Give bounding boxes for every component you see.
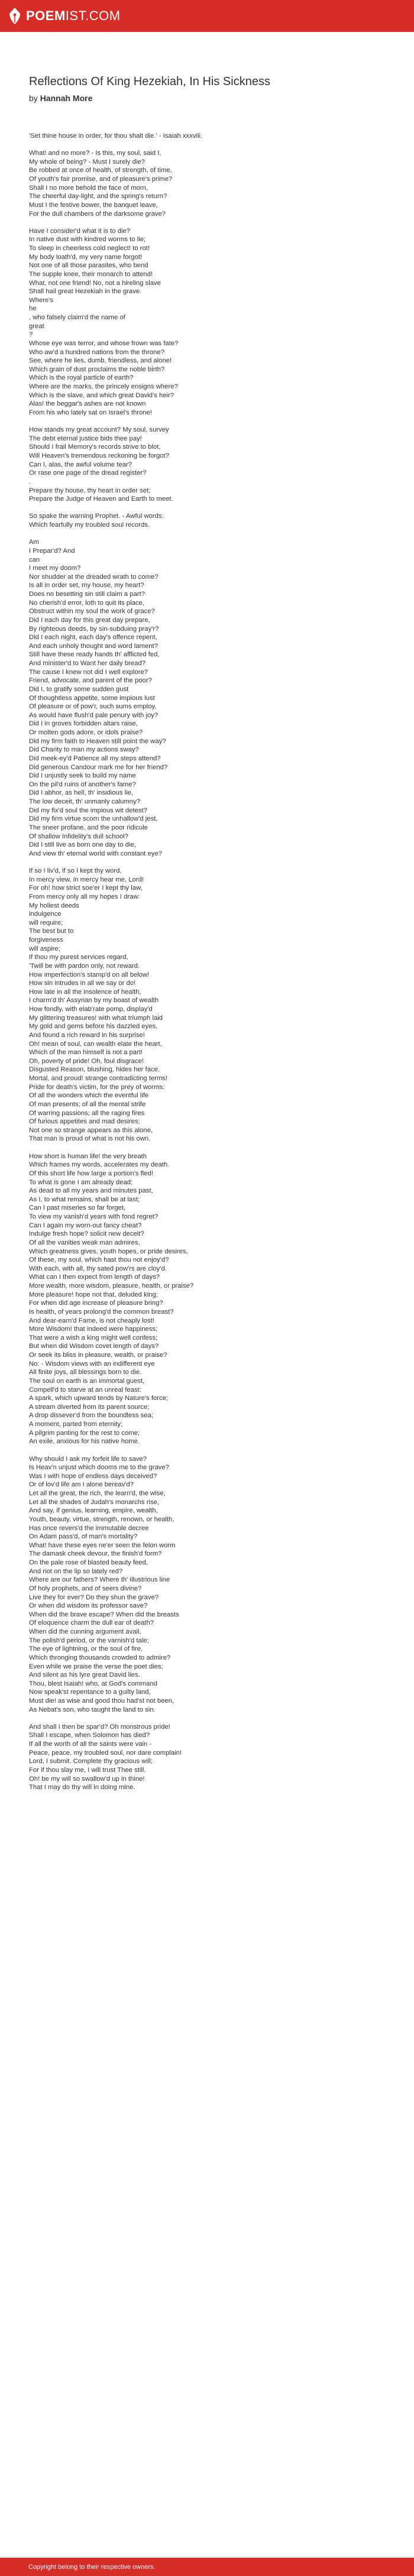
site-logo-text bbox=[26, 9, 121, 22]
poem-line: Did I each day for this great day prepare, bbox=[29, 616, 150, 624]
poem-line: With each, with all, thy sated pow'rs are cloy'd. bbox=[29, 1265, 167, 1272]
poem-line: More Wisdom! that indeed were happiness; bbox=[29, 1326, 158, 1333]
poem-line: I charm'd th' Assyrian by my boast of wealth bbox=[29, 997, 159, 1005]
poem-line: Be robbed at once of health, of strength, of time, bbox=[29, 167, 172, 174]
poem-line: Of all the wonders which the eventful life bbox=[29, 1092, 149, 1100]
poem-line: Has once revers'd the immutable decree bbox=[29, 1524, 149, 1532]
poem-line: Shall hail great Hezekiah in the grave. bbox=[29, 288, 142, 296]
poem-line: forgiveness bbox=[29, 937, 63, 944]
poem-line: Did I, to gratify some sudden gust bbox=[29, 685, 129, 693]
poem-line: Or rase one page of the dread register? bbox=[29, 469, 147, 477]
poem-line: A spark, which upward tends by Nature's force; bbox=[29, 1395, 169, 1402]
poem-line: Even while we praise the verse the poet dies; bbox=[29, 1663, 163, 1670]
poem-line: And riot on the lip so lately red? bbox=[29, 1567, 123, 1575]
poem-line: I Prepar'd? And bbox=[29, 547, 75, 555]
poem-line: On the pale rose of blasted beauty feed, bbox=[29, 1559, 148, 1566]
poem-line: So spake the warning Prophet. - Awful words: bbox=[29, 513, 164, 520]
poem-line: A pilgrim panting for the rest to come; bbox=[29, 1429, 140, 1437]
poem-line: Oh! mean of soul, can wealth elate the heart, bbox=[29, 1040, 162, 1048]
poem-line: Is health, of years prolong'd the common breast? bbox=[29, 1308, 174, 1315]
poem-line: When did the cunning argument avail, bbox=[29, 1628, 141, 1635]
poem-line: Obstruct within my soul the work of grace? bbox=[29, 608, 155, 615]
poem-line: The eye of lightning, or the soul of fire, bbox=[29, 1645, 143, 1653]
poem-line: The damask cheek devour, the finish'd form? bbox=[29, 1550, 162, 1558]
poem-line: Which grain of dust proclaims the noble birth? bbox=[29, 365, 165, 373]
poem-line: To view my vanish'd years with fond regret? bbox=[29, 1213, 159, 1221]
poem-line: Did Charity to man my actions sway? bbox=[29, 746, 139, 754]
stanza-break bbox=[29, 218, 390, 227]
poem-byline bbox=[29, 93, 390, 103]
poem-line: How imperfection's stamp'd on all below! bbox=[29, 971, 150, 978]
poem-line: Alas! the beggar's ashes are not known bbox=[29, 400, 146, 408]
poem-body bbox=[29, 132, 390, 1792]
poem-line: Not one so strange appears as this alone, bbox=[29, 1126, 153, 1134]
poem-line: The low deceit, th' unmanly calumny? bbox=[29, 798, 141, 806]
poem-line: Which of the man himself is not a part! bbox=[29, 1049, 143, 1057]
poem-line: A stream diverted from its parent source; bbox=[29, 1403, 150, 1411]
poem-line: Did my firm virtue scorn the unhallow'd jest, bbox=[29, 815, 158, 823]
poem-line: Will Heaven's tremendous reckoning be forgot? bbox=[29, 452, 170, 460]
poem-line: Why should I ask my forfeit life to save? bbox=[29, 1455, 147, 1463]
poem-line: Now speak'st repentance to a guilty land, bbox=[29, 1689, 151, 1696]
poem-line: Did I each night, each day's offence repent, bbox=[29, 634, 157, 641]
poem-line: By righteous deeds, by sin-subduing pray'r? bbox=[29, 625, 159, 633]
poem-line: Let all the shades of Judah's monarchs rise, bbox=[29, 1498, 160, 1506]
poem-line: Lord, I submit. Complete thy gracious will; bbox=[29, 1758, 153, 1765]
poem-line: Disgusted Reason, blushing, hides her face. bbox=[29, 1066, 160, 1074]
poem-line: Does no besetting sin still claim a part? bbox=[29, 591, 145, 598]
poem-line: Of youth's fair promise, and of pleasure's prime? bbox=[29, 176, 173, 183]
poem-line: That man is proud of what is not his own. bbox=[29, 1135, 151, 1143]
logo-light-text: IST.COM bbox=[65, 8, 121, 23]
poem-line: Or when did wisdom its professor save? bbox=[29, 1602, 148, 1610]
poem-line: But when did Wisdom covet length of days? bbox=[29, 1343, 159, 1350]
poem-line: What can I then expect from length of days? bbox=[29, 1274, 160, 1281]
poem-line: How fondly, with elab'rate pomp, display'd bbox=[29, 1006, 153, 1013]
poem-line: Compell'd to starve at an unreal feast: bbox=[29, 1386, 141, 1394]
poem-line: Mortal, and proud! strange contradicting terms! bbox=[29, 1075, 168, 1083]
poem-line: he bbox=[29, 305, 37, 313]
poem-line: Which frames my words, accelerates my death. bbox=[29, 1161, 170, 1169]
poem-line: And say, if genius, learning, empire, wealth, bbox=[29, 1507, 158, 1515]
poem-line: And silent as his lyre great David lies. bbox=[29, 1671, 140, 1679]
poem-line: Did I unjustly seek to build my name bbox=[29, 772, 136, 780]
by-label: by bbox=[29, 93, 38, 103]
poem-line: I meet my doom? bbox=[29, 565, 81, 572]
poem-container bbox=[29, 74, 390, 1792]
poem-line: Must I the festive bower, the banquet leave, bbox=[29, 201, 158, 209]
poem-line: On the pil'd ruins of another's fame? bbox=[29, 780, 136, 788]
poem-line: Of these, my soul, which hast thou not enjoy'd? bbox=[29, 1256, 169, 1264]
poem-line: As would have flush'd pale penury with joy? bbox=[29, 711, 159, 719]
stanza-break bbox=[29, 417, 390, 426]
poem-line: Pride for death's victim, for the prey of worms: bbox=[29, 1083, 165, 1091]
poem-line: What, not one friend! No, not a hireling slave bbox=[29, 279, 161, 287]
poem-line: No: - Wisdom views with an indifferent eye bbox=[29, 1360, 155, 1368]
poem-line: That I may do thy will in doing mine. bbox=[29, 1784, 135, 1791]
poem-line: My holiest deeds bbox=[29, 902, 79, 909]
poem-line: In mercy view, in mercy hear me, Lord! bbox=[29, 876, 144, 883]
poem-line: Where are our fathers? Where th' illustrious line bbox=[29, 1576, 170, 1584]
poem-line: For the dull chambers of the darksome grave? bbox=[29, 210, 166, 218]
poem-line: My body loath'd, my very name forgot! bbox=[29, 253, 143, 261]
poem-line: To what is gone I am already dead; bbox=[29, 1178, 133, 1186]
stanza-break bbox=[29, 530, 390, 539]
poem-line: From mercy only all my hopes I draw: bbox=[29, 893, 140, 900]
poem-line: More pleasure! hope not that, deluded king; bbox=[29, 1291, 158, 1298]
poem-line: My whole of being? - Must I surely die? bbox=[29, 158, 145, 166]
poem-line: Friend, advocate, and parent of the poor? bbox=[29, 677, 152, 685]
poem-line: When did the brave escape? When did the breasts bbox=[29, 1611, 179, 1618]
poem-line: Have I consider'd what it is to die? bbox=[29, 227, 131, 235]
poem-line: And view th' eternal world with constant eye? bbox=[29, 850, 163, 857]
poem-line: Where's bbox=[29, 296, 54, 304]
poem-line: Did meek-ey'd Patience all my steps attend? bbox=[29, 754, 161, 762]
poem-line: Did my fix'd soul the impious wit detest? bbox=[29, 806, 147, 814]
pen-nib-icon bbox=[8, 7, 21, 25]
poem-line: Of warring passions; all the raging fires bbox=[29, 1109, 145, 1117]
poem-line: A moment, parted from eternity; bbox=[29, 1421, 123, 1428]
poem-line: The debt eternal justice bids thee pay! bbox=[29, 435, 142, 442]
poem-line: Should I frail Memory's records strive to blot, bbox=[29, 443, 161, 451]
top-navigation-bar bbox=[0, 0, 414, 32]
poem-line: More wealth, more wisdom, pleasure, health, or praise? bbox=[29, 1282, 194, 1290]
poem-line: Did I abhor, as hell, th' insidious lie, bbox=[29, 789, 134, 797]
poem-line: . bbox=[29, 478, 31, 485]
poem-line: And found a rich reward in his surprise! bbox=[29, 1031, 145, 1039]
poem-line: ? bbox=[29, 331, 33, 339]
poem-line: What! have these eyes ne'er seen the felon worm bbox=[29, 1541, 176, 1549]
copyright-text: Copyright belong to their respective owners. bbox=[28, 2563, 156, 2571]
poem-line: Nor shudder at the dreaded wrath to come? bbox=[29, 573, 159, 581]
poem-line: Did I still live as born one day to die, bbox=[29, 841, 136, 849]
poem-line: If so I liv'd, if so I kept thy word, bbox=[29, 867, 122, 875]
poem-line: Prepare the Judge of Heaven and Earth to meet. bbox=[29, 495, 173, 503]
poem-line: 'Set thine house in order, for thou shalt die.' - Isaiah xxxviii. bbox=[29, 132, 203, 140]
poem-line: , who falsely claim'd the name of bbox=[29, 314, 125, 322]
poem-line: See, where he lies, dumb, friendless, and alone! bbox=[29, 357, 172, 365]
poem-line: The sneer profane, and the poor ridicule bbox=[29, 824, 148, 831]
poem-line: can bbox=[29, 556, 40, 563]
poem-line: For oh! how strict soe'er I kept thy law, bbox=[29, 884, 143, 892]
poem-line: For if thou slay me, I will trust Thee still. bbox=[29, 1766, 146, 1774]
poem-line: Or molten gods adore, or idols praise? bbox=[29, 729, 143, 737]
site-logo[interactable] bbox=[8, 7, 121, 25]
poem-line: Did my firm faith to Heaven still point the way? bbox=[29, 737, 166, 745]
poem-line: Is Heav'n unjust which dooms me to the grave? bbox=[29, 1464, 170, 1472]
poem-line: Or of lov'd life am I alone bereav'd? bbox=[29, 1481, 134, 1489]
poem-line: Oh! be my will so swallow'd up in thine! bbox=[29, 1775, 145, 1783]
poem-line: And dear-earn'd Fame, is not cheaply lost! bbox=[29, 1317, 154, 1324]
poem-line: An exile, anxious for his native home. bbox=[29, 1438, 140, 1446]
poem-line: Still have these ready hands th' afflicted fed, bbox=[29, 651, 160, 659]
poem-line: All finite joys, all blessings born to die. bbox=[29, 1369, 142, 1376]
poem-line: Oh, poverty of pride! Oh, foul disgrace! bbox=[29, 1057, 144, 1065]
poem-line: The soul on earth is an immortal guest, bbox=[29, 1377, 145, 1385]
poem-line: Of furious appetites and mad desires; bbox=[29, 1118, 140, 1126]
stanza-break bbox=[29, 1143, 390, 1152]
poem-line: Did generous Candour mark me for her friend? bbox=[29, 763, 168, 771]
poem-line: Where are the marks, the princely ensigns where? bbox=[29, 383, 178, 391]
poem-line: And shall I then be spar'd? Oh monstrous pride! bbox=[29, 1723, 170, 1731]
poem-line: No cherish'd error, loth to quit its place, bbox=[29, 599, 144, 607]
poem-line: Of pleasure or of pow'r, such sums employ, bbox=[29, 703, 157, 711]
poem-line: In native dust with kindred worms to lie; bbox=[29, 236, 146, 244]
poem-line: A drop dissever'd from the boundless sea; bbox=[29, 1412, 154, 1420]
poem-line: To sleep in cheerless cold neglect! to rot! bbox=[29, 245, 150, 252]
poem-line: Which is the slave, and which great David's heir? bbox=[29, 391, 174, 399]
poem-line: Of thoughtless appetite, some impious lust bbox=[29, 694, 155, 702]
poem-line: Youth, beauty, virtue, strength, renown, or health, bbox=[29, 1515, 174, 1523]
poem-line: Of eloquence charm the dull ear of death? bbox=[29, 1619, 154, 1627]
poem-line: If thou my purest services regard, bbox=[29, 954, 128, 961]
poem-line: Let all the great, the rich, the learn'd, the wise, bbox=[29, 1490, 166, 1497]
footer-bar bbox=[0, 2558, 414, 2576]
author-link[interactable]: Hannah More bbox=[40, 93, 93, 103]
poem-line: Shall I no more behold the face of morn, bbox=[29, 184, 148, 192]
poem-line: great bbox=[29, 322, 44, 330]
poem-line: Peace, peace, my troubled soul, nor dare complain! bbox=[29, 1749, 182, 1757]
poem-line: Or seek its bliss in pleasure, wealth, or praise? bbox=[29, 1352, 167, 1359]
poem-line: As I, to what remains, shall be at last; bbox=[29, 1195, 140, 1203]
poem-line: Shall I escape, when Solomon has died? bbox=[29, 1732, 150, 1739]
poem-line: Whose eye was terror, and whose frown was fate? bbox=[29, 339, 179, 347]
poem-line: Was I with hope of endless days deceived? bbox=[29, 1472, 157, 1480]
poem-line: Indulge fresh hope? solicit new deceit? bbox=[29, 1230, 144, 1238]
stanza-break bbox=[29, 1714, 390, 1723]
poem-line: The cheerful day-light, and the spring's return? bbox=[29, 193, 167, 200]
stanza-break bbox=[29, 858, 390, 867]
poem-line: Must die! as wise and good thou had'st not been, bbox=[29, 1697, 174, 1705]
poem-line: Am bbox=[29, 539, 39, 546]
stanza-break bbox=[29, 504, 390, 513]
poem-line: How sin intrudes in all we say or do! bbox=[29, 980, 136, 987]
poem-line: Which greatness gives, youth hopes, or pride desires, bbox=[29, 1248, 188, 1255]
poem-line: Of shallow Infidelity's dull school? bbox=[29, 832, 128, 840]
poem-line: Of all the vanities weak man admires, bbox=[29, 1239, 140, 1246]
poem-line: Can I past miseries so far forget, bbox=[29, 1204, 126, 1212]
stanza-break bbox=[29, 141, 390, 150]
poem-line: Can I again my worn-out fancy cheat? bbox=[29, 1221, 142, 1229]
poem-line: How short is human life! the very breath bbox=[29, 1152, 147, 1160]
poem-line: Prepare thy house, thy heart in order set; bbox=[29, 487, 151, 494]
poem-line: What! and no more? - Is this, my soul, said I, bbox=[29, 150, 161, 157]
poem-line: 'Twill be with pardon only, not reward. bbox=[29, 962, 140, 970]
poem-line: My glittering treasures! with what triumph laid bbox=[29, 1014, 163, 1022]
poem-line: Which thronging thousands crowded to admire? bbox=[29, 1654, 171, 1661]
poem-line: Can I, alas, the awful volume tear? bbox=[29, 461, 132, 468]
poem-line: The cause I knew not did I well explore? bbox=[29, 668, 148, 676]
poem-line: will aspire; bbox=[29, 945, 60, 952]
poem-line: Did I in groves forbidden altars raise, bbox=[29, 720, 138, 728]
poem-line: And each unholy thought and word lament? bbox=[29, 642, 158, 650]
poem-line: Live they for ever? Do they shun the grave? bbox=[29, 1593, 159, 1601]
poem-line: For when did age increase of pleasure bring? bbox=[29, 1300, 163, 1307]
poem-title: Reflections Of King Hezekiah, In His Sickness bbox=[29, 75, 270, 88]
poem-line: That were a wish a king might well confess; bbox=[29, 1334, 158, 1342]
poem-line: Which fearfully my troubled soul records. bbox=[29, 521, 150, 529]
poem-line: Which is the royal particle of earth? bbox=[29, 374, 134, 382]
poem-line: On Adam pass'd, of man's mortality? bbox=[29, 1533, 138, 1541]
poem-line: Who aw'd a hundred nations from the throne? bbox=[29, 348, 164, 356]
poem-line: How stands my great account? My soul, survey bbox=[29, 426, 169, 434]
poem-line: If all the worth of all the saints were vain - bbox=[29, 1741, 152, 1748]
poem-line: As Nebat's son, who taught the land to sin. bbox=[29, 1706, 156, 1713]
stanza-break bbox=[29, 1446, 390, 1455]
poem-line: And minister'd to Want her daily bread? bbox=[29, 660, 146, 668]
poem-line: My gold and gems before his dazzled eyes, bbox=[29, 1023, 158, 1031]
poem-line: Of holy prophets, and of seers divine? bbox=[29, 1585, 142, 1592]
poem-line: The best but to bbox=[29, 928, 74, 935]
poem-line: As dead to all my years and minutes past, bbox=[29, 1187, 153, 1195]
poem-line: Not one of all those parasites, who bend bbox=[29, 262, 148, 270]
poem-line: From his who lately sat on Israel's throne! bbox=[29, 409, 153, 416]
poem-line: Thou, blest Isaiah! who, at God's command bbox=[29, 1680, 157, 1687]
poem-line: The supple knee, their monarch to attend! bbox=[29, 270, 153, 278]
poem-line: Is all in order set, my house, my heart? bbox=[29, 582, 144, 589]
poem-line: indulgence bbox=[29, 910, 62, 918]
poem-line: How late in all the insolence of health, bbox=[29, 988, 141, 996]
poem-line: Of man presents; of all the mental strife bbox=[29, 1100, 146, 1108]
poem-line: The polish'd period, or the varnish'd tale; bbox=[29, 1637, 149, 1644]
poem-line: will require; bbox=[29, 919, 63, 926]
logo-bold-text: POEM bbox=[26, 8, 66, 23]
poem-line: Of this short life how large a portion's fled! bbox=[29, 1169, 153, 1177]
